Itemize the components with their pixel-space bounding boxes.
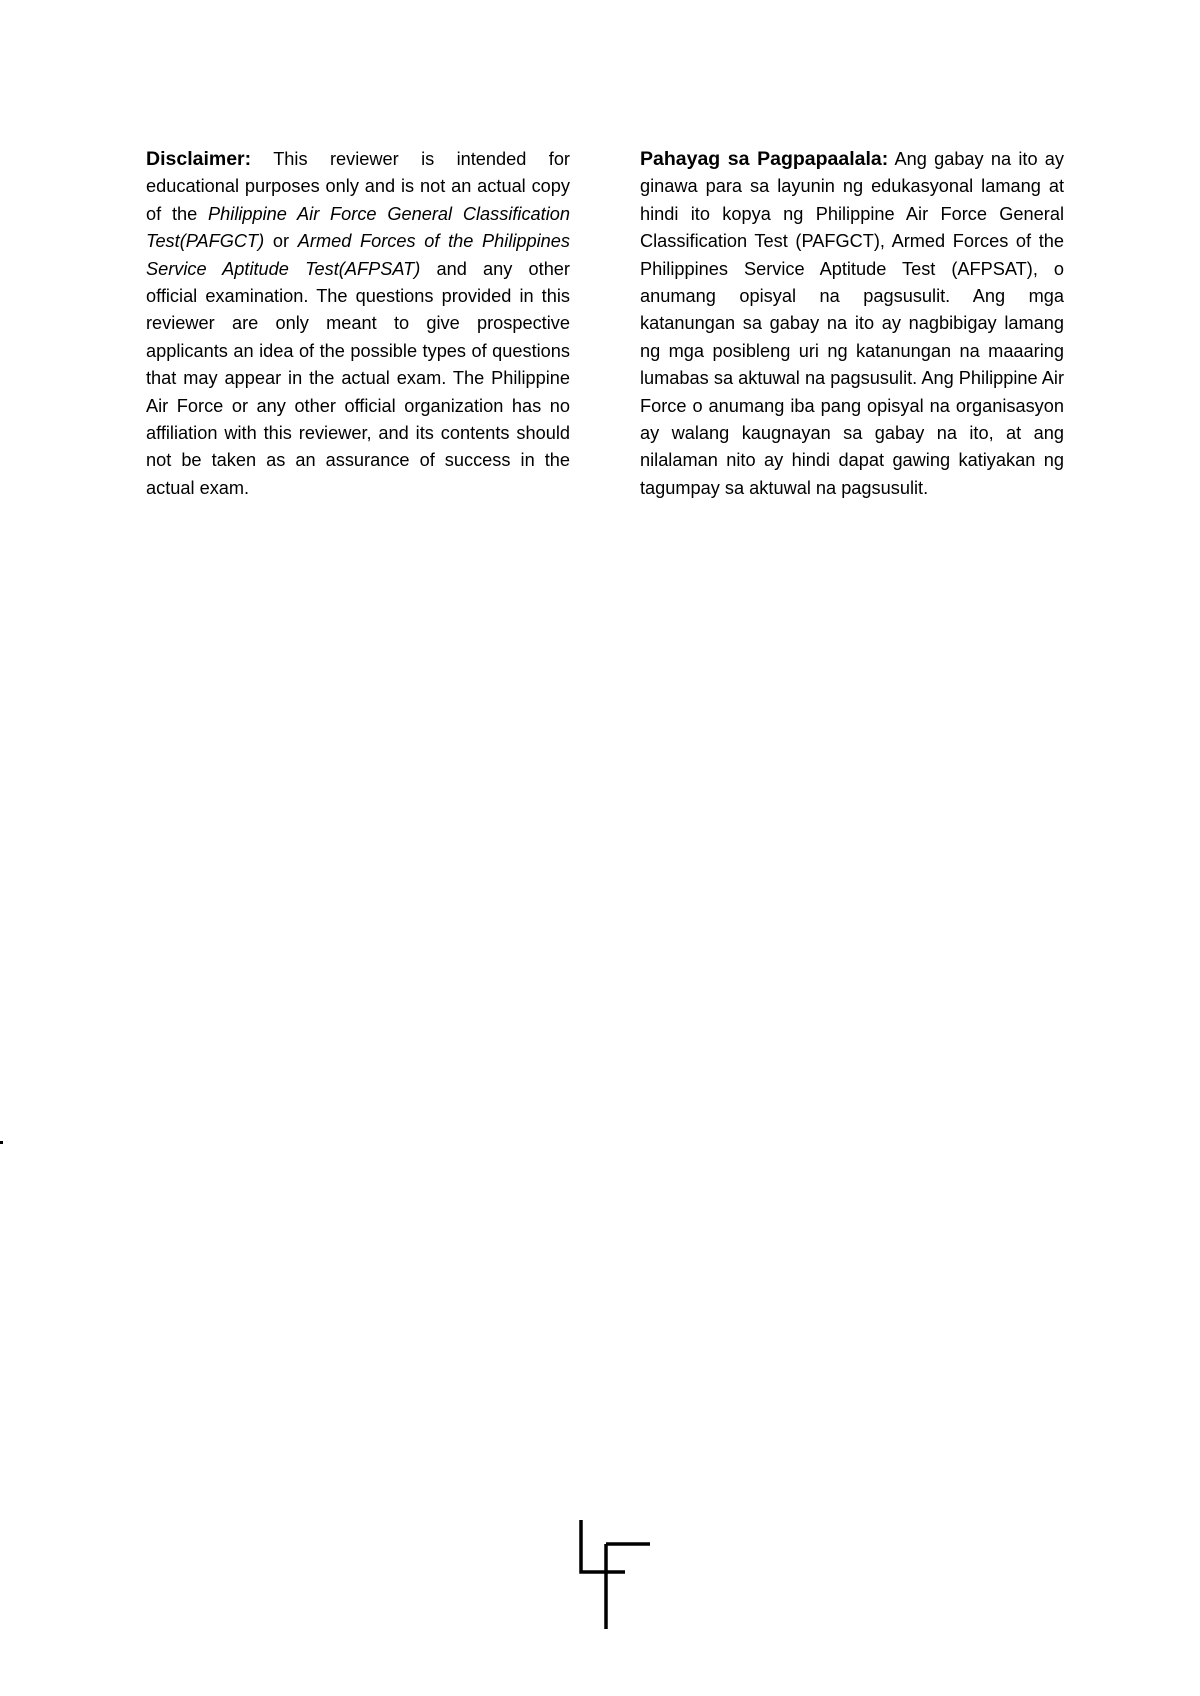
disclaimer-english [146, 146, 570, 502]
pahayag-heading: Pahayag sa Pagpapaalala: [640, 148, 889, 170]
pahayag-text: Ang gabay na ito ay ginawa para sa layunin ng edukasyonal lamang at hindi ito kopya ng Philippine Air Force General Classification Test (PAFGCT), Armed Forces of the Philippines Service Aptitude Test (AFPSAT), o anumang opisyal na pagsusulit. Ang mga katanungan sa gabay na ito ay nagbibigay lamang ng mga posibleng uri ng katanungan na maaaring lumabas sa aktuwal na pagsusulit. Ang Philippine Air Force o anumang iba pang opisyal na organisasyon ay walang kaugnayan sa gabay na ito, at ang nilalaman nito ay hindi dapat gawing katiyakan ng tagumpay sa aktuwal na pagsusulit. [640, 149, 1064, 498]
margin-mark [0, 1141, 3, 1144]
logo-l-stroke [581, 1520, 625, 1572]
pafgct-test-name: Philippine Air Force General Classification Test(PAFGCT) [146, 203, 570, 252]
disclaimer-text-part-3: and any other official examination. The questions provided in this reviewer are only meant to give prospective applicants an idea of the possible types of questions that may appear in the actual exam. The Philippine Air Force or any other official organization has no affiliation with this reviewer, and its contents should not be taken as an assurance of success in the actual exam. [146, 258, 570, 498]
disclaimer-heading: Disclaimer: [146, 148, 252, 170]
afpsat-test-name: Armed Forces of the Philippines Service Aptitude Test(AFPSAT) [146, 231, 570, 279]
disclaimer-filipino [640, 146, 1064, 502]
disclaimer-text-part-2: or [264, 231, 298, 252]
lf-monogram-icon [570, 1520, 654, 1630]
disclaimer-text-part-1: This reviewer is intended for educational purposes only and is not an actual copy of the [146, 149, 570, 224]
